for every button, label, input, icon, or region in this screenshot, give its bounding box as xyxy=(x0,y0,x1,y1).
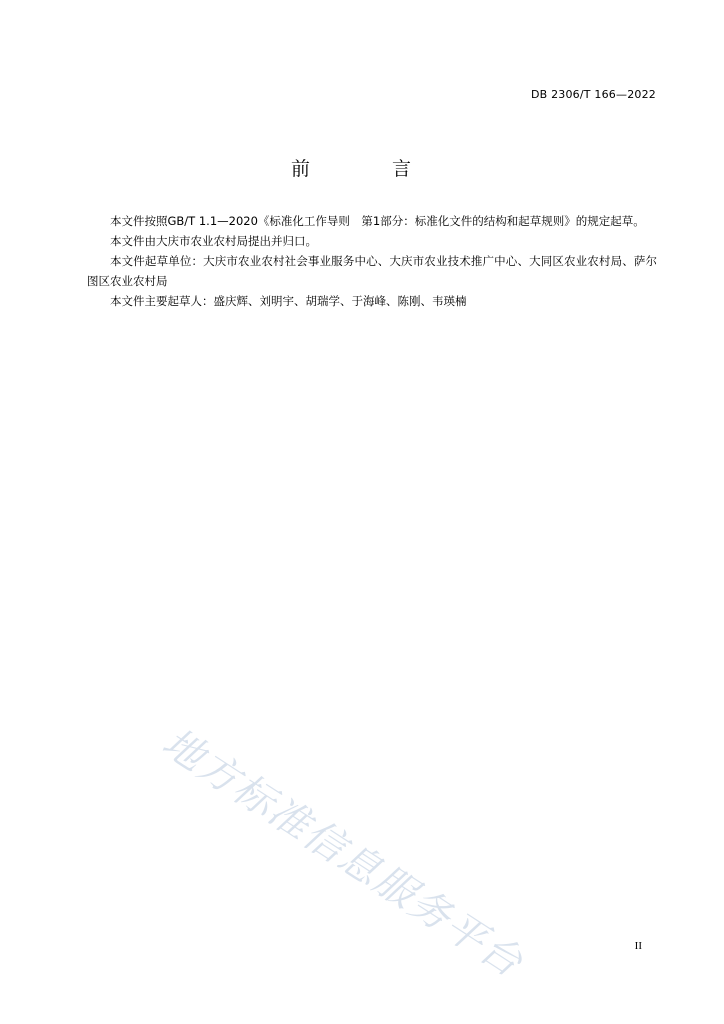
paragraph-drafters: 本文件主要起草人：盛庆辉、刘明宇、胡瑞学、于海峰、陈刚、韦瑛楠 xyxy=(110,294,467,308)
paragraph-proposer: 本文件由大庆市农业农村局提出并归口。 xyxy=(110,234,317,248)
paragraph-drafting-units: 本文件起草单位：大庆市农业农村社会事业服务中心、大庆市农业技术推广中心、大同区农业农村局、萨尔图区农业农村局 xyxy=(87,254,657,288)
section-title: 前 言 xyxy=(290,158,450,180)
page-number: II xyxy=(634,940,642,952)
paragraph-drafting-rules: 本文件按照GB/T 1.1—2020《标准化工作导则 第1部分：标准化文件的结构和起草规则》的规定起草。 xyxy=(110,214,645,228)
watermark: 地方标准信息服务平台 xyxy=(154,719,532,987)
foreword-body xyxy=(87,211,657,311)
document-code: DB 2306/T 166—2022 xyxy=(530,88,656,101)
